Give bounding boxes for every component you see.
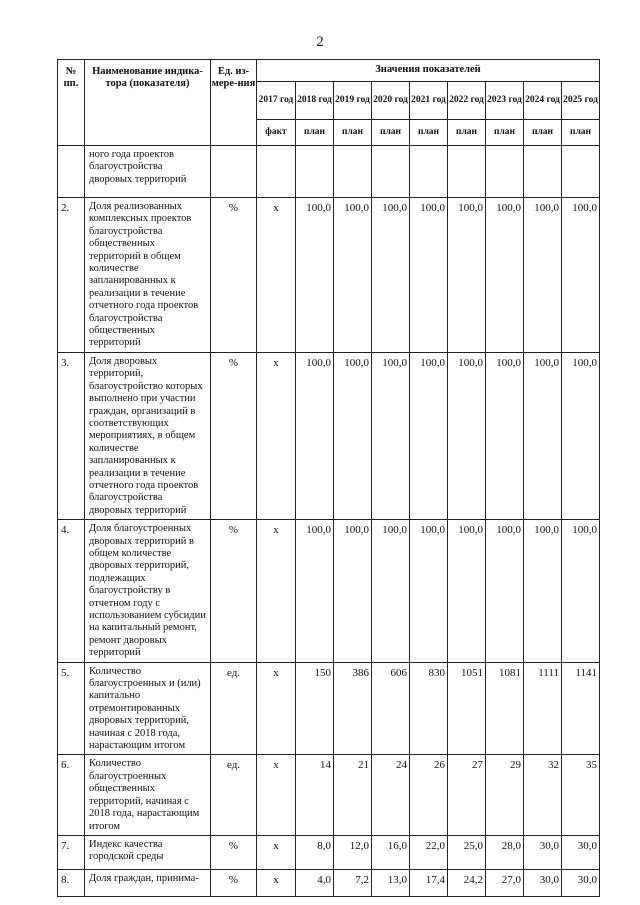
- value-cell: 7,2: [334, 869, 372, 896]
- value-cell: 100,0: [296, 198, 334, 353]
- value-cell: 12,0: [334, 835, 372, 869]
- unit-cell: ед.: [211, 662, 257, 755]
- value-cell: 27: [448, 755, 486, 835]
- table-row: [58, 352, 600, 519]
- table-row: [58, 662, 600, 755]
- unit-cell: %: [211, 835, 257, 869]
- header-kind: план: [410, 120, 448, 146]
- value-cell: 17,4: [410, 869, 448, 896]
- table-body: [58, 146, 600, 897]
- indicator-name: Доля благоустроенных дворовых территорий в общем количестве дворовых территорий, подлежащих благоустройству в отчетном году с использованием субсидии на капитальный ремонт, ремонт дворовых территорий: [85, 520, 211, 662]
- value-cell: 830: [410, 662, 448, 755]
- value-cell: 100,0: [448, 352, 486, 519]
- value-cell: 100,0: [372, 520, 410, 662]
- value-cell: x: [257, 869, 296, 896]
- header-year: 2025 год: [562, 82, 600, 120]
- value-cell: 100,0: [448, 520, 486, 662]
- value-cell: 25,0: [448, 835, 486, 869]
- value-cell: 1081: [486, 662, 524, 755]
- header-year: 2017 год: [257, 82, 296, 120]
- table-row: [58, 755, 600, 835]
- unit-cell: [211, 146, 257, 198]
- header-name: Наименование индика-тора (показателя): [85, 60, 211, 146]
- table-row: [58, 869, 600, 896]
- indicator-name: ного года проектов благоустройства дворовых территорий: [85, 146, 211, 198]
- value-cell: [448, 146, 486, 198]
- value-cell: 14: [296, 755, 334, 835]
- unit-cell: %: [211, 869, 257, 896]
- header-kind: факт: [257, 120, 296, 146]
- indicator-name: Индекс качества городской среды: [85, 835, 211, 869]
- value-cell: 100,0: [296, 352, 334, 519]
- unit-cell: %: [211, 352, 257, 519]
- row-number: 5.: [58, 662, 85, 755]
- header-year: 2022 год: [448, 82, 486, 120]
- value-cell: 100,0: [296, 520, 334, 662]
- indicator-name: Количество благоустроенных и (или) капитально отремонтированных дворовых территорий, начиная с 2018 года, нарастающим итогом: [85, 662, 211, 755]
- value-cell: 100,0: [410, 520, 448, 662]
- header-kind: план: [562, 120, 600, 146]
- header-kind: план: [486, 120, 524, 146]
- value-cell: 21: [334, 755, 372, 835]
- header-kind: план: [296, 120, 334, 146]
- value-cell: [486, 146, 524, 198]
- value-cell: 28,0: [486, 835, 524, 869]
- header-year: 2018 год: [296, 82, 334, 120]
- value-cell: 606: [372, 662, 410, 755]
- value-cell: 8,0: [296, 835, 334, 869]
- value-cell: 100,0: [410, 198, 448, 353]
- table-row: [58, 835, 600, 869]
- value-cell: 100,0: [334, 352, 372, 519]
- row-number: 8.: [58, 869, 85, 896]
- header-year: 2023 год: [486, 82, 524, 120]
- header-values-group: Значения показателей: [257, 60, 600, 82]
- value-cell: 100,0: [486, 352, 524, 519]
- value-cell: 100,0: [334, 198, 372, 353]
- value-cell: 1111: [524, 662, 562, 755]
- value-cell: 100,0: [486, 520, 524, 662]
- value-cell: 27,0: [486, 869, 524, 896]
- value-cell: 100,0: [524, 198, 562, 353]
- header-kind: план: [334, 120, 372, 146]
- value-cell: 30,0: [562, 869, 600, 896]
- value-cell: x: [257, 755, 296, 835]
- value-cell: 30,0: [524, 835, 562, 869]
- header-kind: план: [372, 120, 410, 146]
- value-cell: 100,0: [372, 352, 410, 519]
- value-cell: 100,0: [486, 198, 524, 353]
- row-number: 2.: [58, 198, 85, 353]
- value-cell: 100,0: [372, 198, 410, 353]
- value-cell: 100,0: [448, 198, 486, 353]
- indicator-name: Доля дворовых территорий, благоустройство которых выполнено при участии граждан, организаций в соответствующих мероприятиях, в общем количестве запланированных к реализации в течение отчетного года проектов благоустройства дворовых территорий: [85, 352, 211, 519]
- value-cell: 100,0: [410, 352, 448, 519]
- header-year: 2021 год: [410, 82, 448, 120]
- header-year: 2024 год: [524, 82, 562, 120]
- unit-cell: %: [211, 520, 257, 662]
- value-cell: 32: [524, 755, 562, 835]
- value-cell: 29: [486, 755, 524, 835]
- value-cell: x: [257, 352, 296, 519]
- value-cell: [410, 146, 448, 198]
- table-row: [58, 198, 600, 353]
- value-cell: [372, 146, 410, 198]
- header-no: № пп.: [58, 60, 85, 146]
- value-cell: x: [257, 662, 296, 755]
- value-cell: [524, 146, 562, 198]
- value-cell: [334, 146, 372, 198]
- value-cell: 24,2: [448, 869, 486, 896]
- row-number: 3.: [58, 352, 85, 519]
- header-kind: план: [448, 120, 486, 146]
- value-cell: 1051: [448, 662, 486, 755]
- row-number: 6.: [58, 755, 85, 835]
- value-cell: 100,0: [562, 198, 600, 353]
- value-cell: 26: [410, 755, 448, 835]
- value-cell: [257, 146, 296, 198]
- indicator-name: Количество благоустроенных общественных территорий, начиная с 2018 года, нарастающим итогом: [85, 755, 211, 835]
- value-cell: 35: [562, 755, 600, 835]
- unit-cell: ед.: [211, 755, 257, 835]
- header-year: 2019 год: [334, 82, 372, 120]
- value-cell: 30,0: [524, 869, 562, 896]
- row-number: [58, 146, 85, 198]
- value-cell: 100,0: [524, 520, 562, 662]
- value-cell: 100,0: [562, 520, 600, 662]
- header-unit: Ед. из-мере-ния: [211, 60, 257, 146]
- value-cell: x: [257, 520, 296, 662]
- table-header: [58, 60, 600, 146]
- value-cell: 1141: [562, 662, 600, 755]
- value-cell: 100,0: [334, 520, 372, 662]
- value-cell: 16,0: [372, 835, 410, 869]
- header-year: 2020 год: [372, 82, 410, 120]
- value-cell: 100,0: [562, 352, 600, 519]
- value-cell: 22,0: [410, 835, 448, 869]
- indicators-table: [57, 59, 600, 897]
- value-cell: 30,0: [562, 835, 600, 869]
- indicator-name: Доля реализованных комплексных проектов благоустройства общественных территорий в общем количестве запланированных к реализации в течение отчетного года проектов благоустройства общественных территорий: [85, 198, 211, 353]
- indicator-name: Доля граждан, принима-: [85, 869, 211, 896]
- header-kind: план: [524, 120, 562, 146]
- value-cell: 4,0: [296, 869, 334, 896]
- value-cell: 24: [372, 755, 410, 835]
- row-number: 7.: [58, 835, 85, 869]
- value-cell: 150: [296, 662, 334, 755]
- value-cell: x: [257, 198, 296, 353]
- value-cell: x: [257, 835, 296, 869]
- value-cell: 13,0: [372, 869, 410, 896]
- page-number: 2: [316, 34, 324, 50]
- unit-cell: %: [211, 198, 257, 353]
- row-number: 4.: [58, 520, 85, 662]
- value-cell: 100,0: [524, 352, 562, 519]
- table-row: [58, 146, 600, 198]
- value-cell: [562, 146, 600, 198]
- value-cell: 386: [334, 662, 372, 755]
- value-cell: [296, 146, 334, 198]
- table-row: [58, 520, 600, 662]
